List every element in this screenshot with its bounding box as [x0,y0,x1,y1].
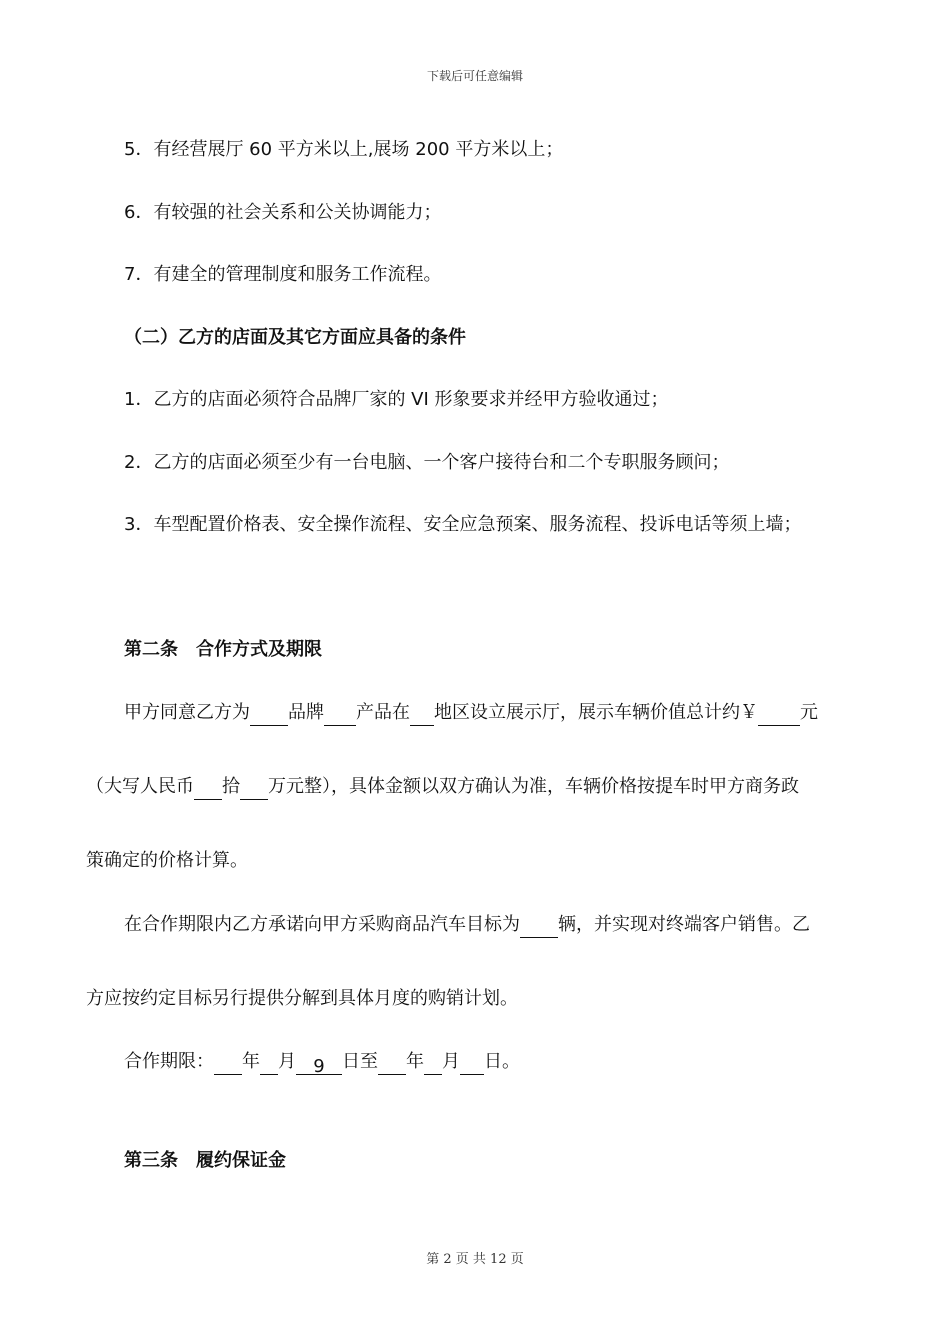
period-label: 合作期限： [124,1051,214,1072]
list-item: 6．有较强的社会关系和公关协调能力； [124,202,442,223]
fill-blank [424,1054,442,1075]
paragraph [124,700,818,726]
fill-blank [250,705,288,726]
fill-blank [240,779,268,800]
text: 日至 [342,1051,378,1072]
text: 产品在 [356,702,410,723]
section-heading: （二）乙方的店面及其它方面应具备的条件 [124,327,466,348]
article-2-title: 第二条 合作方式及期限 [124,639,322,660]
paragraph: 方应按约定目标另行提供分解到具体月度的购销计划。 [86,988,518,1009]
list-item: 5．有经营展厅 60 平方米以上,展场 200 平方米以上； [124,139,564,160]
text: 年 [242,1051,260,1072]
text: 甲方同意乙方为 [124,702,250,723]
text: 在合作期限内乙方承诺向甲方采购商品汽车目标为 [124,914,520,935]
fill-blank [460,1054,484,1075]
fill-blank [194,779,222,800]
text: 辆，并实现对终端客户销售。乙 [558,914,810,935]
text: 月 [278,1051,296,1072]
fill-blank [260,1054,278,1075]
paragraph [86,774,799,800]
fill-blank [410,705,434,726]
page-header: 下载后可任意编辑 [426,69,523,83]
article-3-title: 第三条 履约保证金 [124,1150,286,1171]
text: 元 [800,702,818,723]
fill-blank [324,705,356,726]
text: 地区设立展示厅，展示车辆价值总计约￥ [434,702,758,723]
text: 日。 [484,1051,520,1072]
paragraph [124,912,810,938]
fill-blank [758,705,800,726]
day-value: 9 [296,1054,342,1075]
list-item: 7．有建全的管理制度和服务工作流程。 [124,264,442,285]
list-item: 2．乙方的店面必须至少有一台电脑、一个客户接待台和二个专职服务顾问； [124,452,730,473]
fill-blank [520,917,558,938]
text: （大写人民币 [86,776,194,797]
paragraph: 策确定的价格计算。 [86,850,248,871]
text: 月 [442,1051,460,1072]
list-item: 3．车型配置价格表、安全操作流程、安全应急预案、服务流程、投诉电话等须上墙； [124,514,802,535]
page-footer: 第 2 页 共 12 页 [426,1252,524,1267]
text: 万元整），具体金额以双方确认为准，车辆价格按提车时甲方商务政 [268,776,799,797]
text: 拾 [222,776,240,797]
fill-blank [378,1054,406,1075]
list-item: 1．乙方的店面必须符合品牌厂家的 VI 形象要求并经甲方验收通过； [124,389,669,410]
text: 年 [406,1051,424,1072]
fill-blank [214,1054,242,1075]
cooperation-period [124,1049,520,1075]
text: 品牌 [288,702,324,723]
